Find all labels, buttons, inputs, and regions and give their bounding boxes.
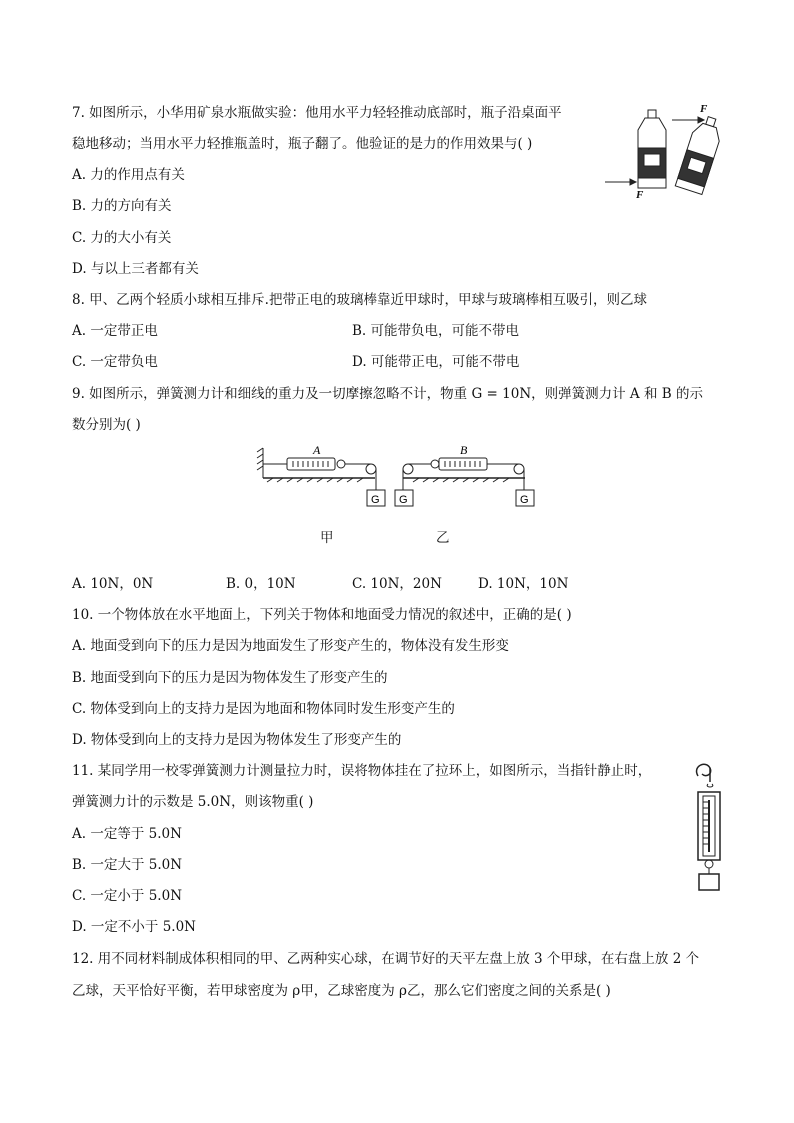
q11-option-c: C. 一定小于 5.0N: [72, 888, 183, 904]
q12-stem-line1: 12. 用不同材料制成体积相同的甲、乙两种实心球，在调节好的天平左盘上放 3 个甲球，在右盘上放 2 个: [72, 951, 700, 967]
q9-weight-2: G: [399, 494, 408, 506]
q7-bottle-figure: [600, 100, 730, 200]
q11-stem-line2: 弹簧测力计的示数是 5.0N，则该物重( ): [72, 794, 314, 810]
q10-option-a: A. 地面受到向下的压力是因为地面发生了形变产生的，物体没有发生形变: [72, 638, 509, 654]
q7-force-label-top: F: [700, 103, 708, 115]
q10-stem-line1: 10. 一个物体放在水平地面上，下列关于物体和地面受力情况的叙述中，正确的是( ): [72, 607, 572, 623]
q9-label-a: A: [313, 443, 321, 457]
q7-stem-line1: 7. 如图所示，小华用矿泉水瓶做实验：他用水平力轻轻推动底部时，瓶子沿桌面平: [72, 105, 562, 121]
q9-option-d: D. 10N，10N: [478, 576, 569, 592]
q11-option-a: A. 一定等于 5.0N: [72, 826, 182, 842]
q7-force-label-bottom: F: [636, 189, 644, 200]
q9-weight-1: G: [371, 494, 380, 506]
q8-option-d: D. 可能带正电，可能不带电: [352, 354, 520, 370]
q11-option-d: D. 一定不小于 5.0N: [72, 919, 196, 935]
q9-stem-line1: 9. 如图所示，弹簧测力计和细线的重力及一切摩擦忽略不计，物重 G = 10N，则弹簧测力计 A 和 B 的示: [72, 386, 703, 402]
q7-option-b: B. 力的方向有关: [72, 198, 172, 214]
q10-option-b: B. 地面受到向下的压力是因为物体发生了形变产生的: [72, 670, 388, 686]
q7-stem-line2: 稳地移动；当用水平力轻推瓶盖时，瓶子翻了。他验证的是力的作用效果与( ): [72, 136, 533, 152]
q9-option-c: C. 10N，20N: [352, 576, 442, 592]
q9-option-b: B. 0，10N: [226, 576, 296, 592]
q7-option-c: C. 力的大小有关: [72, 230, 172, 246]
q9-caption-right: 乙: [436, 530, 450, 546]
q11-spring-scale-figure: [688, 760, 732, 894]
q11-stem-line1: 11. 某同学用一校零弹簧测力计测量拉力时，误将物体挂在了拉环上，如图所示，当指针静止时，: [72, 763, 652, 779]
q9-weight-3: G: [520, 494, 529, 506]
q9-spring-scale-figure: [255, 438, 545, 516]
q9-stem-line2: 数分别为( ): [72, 417, 141, 433]
q8-option-b: B. 可能带负电，可能不带电: [352, 323, 520, 339]
q7-option-d: D. 与以上三者都有关: [72, 261, 199, 277]
q9-option-a: A. 10N，0N: [72, 576, 154, 592]
q8-option-a: A. 一定带正电: [72, 323, 158, 339]
q10-option-d: D. 物体受到向上的支持力是因为物体发生了形变产生的: [72, 732, 402, 748]
q10-option-c: C. 物体受到向上的支持力是因为地面和物体同时发生形变产生的: [72, 701, 455, 717]
q9-label-b: B: [460, 443, 468, 457]
q7-option-a: A. 力的作用点有关: [72, 167, 185, 183]
q8-stem-line1: 8. 甲、乙两个轻质小球相互排斥.把带正电的玻璃棒靠近甲球时，甲球与玻璃棒相互吸引，则乙球: [72, 292, 647, 308]
q9-caption-left: 甲: [320, 530, 334, 546]
q11-option-b: B. 一定大于 5.0N: [72, 857, 183, 873]
q8-option-c: C. 一定带负电: [72, 354, 158, 370]
q12-stem-line2: 乙球，天平恰好平衡，若甲球密度为 ρ甲，乙球密度为 ρ乙，那么它们密度之间的关系是( ): [72, 983, 611, 999]
